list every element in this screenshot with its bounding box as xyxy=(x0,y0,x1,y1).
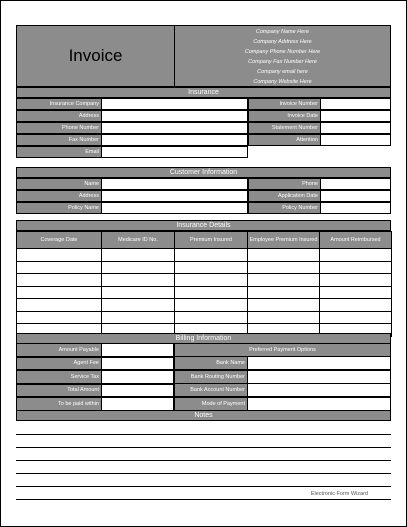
details-table-cell[interactable] xyxy=(101,248,175,262)
billing-heading: Billing Information xyxy=(175,335,232,342)
insurance-field-label: Fax Number xyxy=(16,134,102,146)
details-table-cell[interactable] xyxy=(319,298,392,312)
insurance-field-input[interactable] xyxy=(101,122,248,134)
details-column-header: Amount Reimbursed xyxy=(319,231,392,249)
insurance-ref-input[interactable] xyxy=(320,122,391,134)
details-table-cell[interactable] xyxy=(247,298,320,312)
details-table-cell[interactable] xyxy=(247,286,320,300)
customer-ref-input[interactable] xyxy=(320,178,391,190)
billing-field-input[interactable] xyxy=(101,370,174,384)
payment-option-label: Bank Name xyxy=(174,356,248,370)
insurance-ref-label: Invoice Number xyxy=(248,98,321,110)
billing-field-input[interactable] xyxy=(101,343,174,357)
details-table-cell[interactable] xyxy=(101,298,175,312)
details-table-cell[interactable] xyxy=(174,261,248,275)
payment-option-input[interactable] xyxy=(247,370,391,384)
company-fax: Company Fax Number Here xyxy=(248,59,317,65)
customer-field-input[interactable] xyxy=(101,202,248,214)
billing-field-input[interactable] xyxy=(101,384,174,398)
payment-option-input[interactable] xyxy=(247,383,391,397)
insurance-field-label: Insurance Company xyxy=(16,98,102,110)
details-column-header: Medicare ID No. xyxy=(101,231,175,249)
details-table-cell[interactable] xyxy=(101,286,175,300)
details-table-cell[interactable] xyxy=(247,311,320,325)
customer-heading: Customer Information xyxy=(169,169,238,176)
customer-field-label: Policy Name xyxy=(16,202,102,214)
notes-line[interactable] xyxy=(16,447,391,448)
details-column-header: Coverage Date xyxy=(16,231,102,249)
company-email: Company email here xyxy=(257,69,308,75)
payment-option-label: Bank Routing Number xyxy=(174,370,248,384)
details-table-cell[interactable] xyxy=(16,273,102,287)
insurance-ref-label: Attention xyxy=(248,134,321,146)
customer-ref-input[interactable] xyxy=(320,202,391,214)
insurance-field-label: Address xyxy=(16,110,102,122)
details-column-header: Employee Premium Insured xyxy=(247,231,320,249)
notes-line[interactable] xyxy=(16,434,391,435)
details-table-cell[interactable] xyxy=(174,286,248,300)
insurance-field-label: Phone Number xyxy=(16,122,102,134)
payment-option-label: Bank Account Number xyxy=(174,383,248,397)
notes-section-header xyxy=(16,410,391,421)
details-table-cell[interactable] xyxy=(101,311,175,325)
customer-ref-label: Phone xyxy=(248,178,321,190)
footer-credit: Electronic Form Wizard xyxy=(310,491,368,497)
customer-field-input[interactable] xyxy=(101,178,248,190)
preferred-payment-label: Preferred Payment Options xyxy=(249,347,316,353)
insurance-field-input[interactable] xyxy=(101,134,248,146)
customer-field-label: Name xyxy=(16,178,102,190)
insurance-field-input[interactable] xyxy=(101,98,248,110)
details-table-cell[interactable] xyxy=(16,311,102,325)
preferred-payment-header xyxy=(174,343,391,357)
details-table-cell[interactable] xyxy=(319,286,392,300)
details-section-header xyxy=(16,220,391,231)
details-table-cell[interactable] xyxy=(247,248,320,262)
invoice-title-block xyxy=(16,25,175,87)
insurance-section-header xyxy=(16,87,391,98)
details-table-cell[interactable] xyxy=(16,286,102,300)
invoice-title: Invoice xyxy=(68,46,123,65)
insurance-ref-label: Invoice Date xyxy=(248,110,321,122)
billing-field-label: Agent Fee xyxy=(16,357,102,371)
details-table-cell[interactable] xyxy=(319,248,392,262)
details-table-cell[interactable] xyxy=(101,273,175,287)
details-column-header: Premium Insured xyxy=(174,231,248,249)
insurance-heading: Insurance xyxy=(188,89,219,96)
customer-section-header xyxy=(16,167,391,178)
billing-field-label: Total Amount xyxy=(16,384,102,398)
details-table-cell[interactable] xyxy=(174,248,248,262)
customer-field-label: Address xyxy=(16,190,102,202)
insurance-ref-input[interactable] xyxy=(320,134,391,146)
details-table-cell[interactable] xyxy=(319,273,392,287)
customer-ref-label: Application Date xyxy=(248,190,321,202)
notes-line[interactable] xyxy=(16,486,391,487)
details-table-cell[interactable] xyxy=(247,261,320,275)
details-heading: Insurance Details xyxy=(176,222,231,229)
details-table-cell[interactable] xyxy=(101,261,175,275)
details-table-cell[interactable] xyxy=(16,248,102,262)
details-table-cell[interactable] xyxy=(16,261,102,275)
notes-heading: Notes xyxy=(194,412,213,419)
details-table-cell[interactable] xyxy=(319,261,392,275)
insurance-ref-input[interactable] xyxy=(320,98,391,110)
billing-field-label: To be paid within xyxy=(16,397,102,411)
payment-option-input[interactable] xyxy=(247,356,391,370)
billing-field-label: Amount Payable xyxy=(16,343,102,357)
details-table-cell[interactable] xyxy=(319,311,392,325)
insurance-field-label: Email xyxy=(16,146,102,158)
billing-field-input[interactable] xyxy=(101,357,174,371)
insurance-ref-label: Statement Number xyxy=(248,122,321,134)
insurance-field-input[interactable] xyxy=(101,110,248,122)
insurance-field-input[interactable] xyxy=(101,146,248,158)
company-phone: Company Phone Number Here xyxy=(244,49,321,55)
details-table-cell[interactable] xyxy=(174,311,248,325)
notes-line[interactable] xyxy=(16,473,391,474)
company-website: Company Website Here xyxy=(253,79,312,85)
details-table-cell[interactable] xyxy=(247,273,320,287)
company-name: Company Name Here xyxy=(255,29,310,35)
details-table-cell[interactable] xyxy=(174,298,248,312)
details-table-cell[interactable] xyxy=(174,273,248,287)
payment-option-label: Mode of Payment xyxy=(174,397,248,411)
customer-ref-input[interactable] xyxy=(320,190,391,202)
payment-option-input[interactable] xyxy=(247,397,391,411)
insurance-ref-input[interactable] xyxy=(320,110,391,122)
customer-ref-label: Policy Number xyxy=(248,202,321,214)
billing-field-label: Service Tax xyxy=(16,370,102,384)
notes-line[interactable] xyxy=(16,460,391,461)
customer-field-input[interactable] xyxy=(101,190,248,202)
company-address: Company Address Here xyxy=(253,39,312,45)
details-table-cell[interactable] xyxy=(16,298,102,312)
notes-line[interactable] xyxy=(16,499,391,500)
company-info-block xyxy=(174,25,391,87)
billing-field-input[interactable] xyxy=(101,397,174,411)
